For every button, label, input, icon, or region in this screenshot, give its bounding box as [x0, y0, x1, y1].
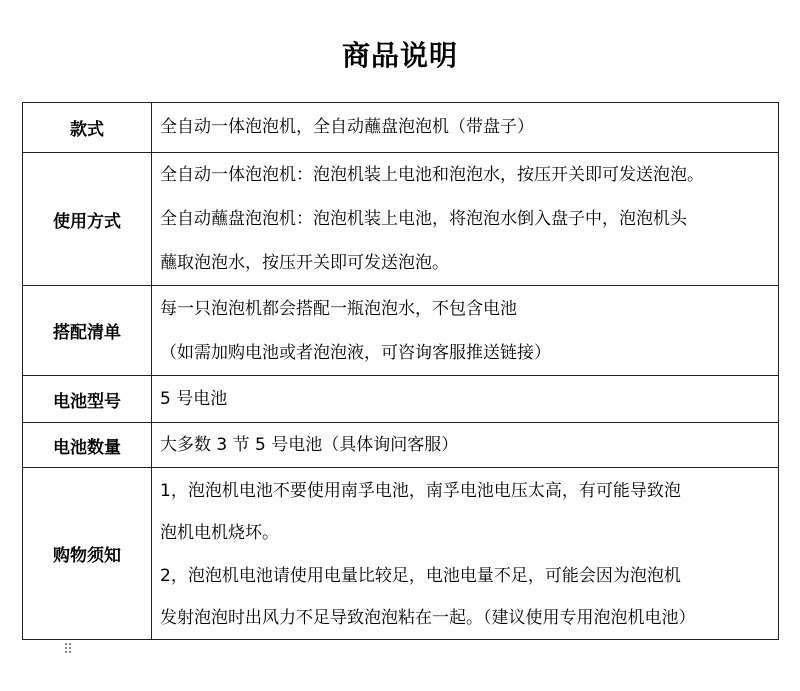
- page-title: 商品说明: [341, 39, 458, 72]
- table-row: [23, 286, 779, 376]
- value-line: 2，泡泡机电池请使用电量比较足，电池电量不足，可能会因为泡泡机: [160, 565, 681, 586]
- row-label: 搭配清单: [23, 286, 152, 376]
- table-row: [23, 376, 779, 423]
- spec-table: [22, 102, 779, 640]
- value-line: 全自动一体泡泡机，全自动蘸盘泡泡机（带盘子）: [160, 117, 534, 137]
- value-line: 发射泡泡时出风力不足导致泡泡粘在一起。（建议使用专用泡泡机电池）: [160, 607, 696, 628]
- value-line: 大多数 3 节 5 号电池（具体询问客服）: [160, 434, 459, 455]
- drag-handle-icon[interactable]: ⠿: [63, 642, 72, 658]
- row-value: [152, 468, 779, 640]
- table-row: [23, 468, 779, 640]
- value-line: 泡机电机烧坏。: [160, 522, 279, 543]
- table-row: [23, 103, 779, 153]
- value-line: （如需加购电池或者泡泡液，可咨询客服推送链接）: [160, 342, 551, 363]
- row-label: 电池数量: [23, 423, 152, 468]
- row-label: 款式: [23, 103, 152, 153]
- value-line: 蘸取泡泡水，按压开关即可发送泡泡。: [160, 253, 449, 273]
- row-value: [152, 423, 779, 468]
- row-label: 使用方式: [23, 153, 152, 286]
- table-row: [23, 153, 779, 286]
- row-value: [152, 153, 779, 286]
- value-line: 1，泡泡机电池不要使用南孚电池，南孚电池电压太高，有可能导致泡: [160, 480, 681, 501]
- value-line: 5 号电池: [160, 388, 228, 409]
- value-line: 每一只泡泡机都会搭配一瓶泡泡水，不包含电池: [160, 298, 517, 319]
- row-value: [152, 286, 779, 376]
- row-label: 购物须知: [23, 468, 152, 640]
- value-line: 全自动一体泡泡机：泡泡机装上电池和泡泡水，按压开关即可发送泡泡。: [160, 165, 704, 185]
- row-value: [152, 376, 779, 423]
- value-line: 全自动蘸盘泡泡机：泡泡机装上电池，将泡泡水倒入盘子中，泡泡机头: [160, 209, 687, 229]
- row-value: [152, 103, 779, 153]
- row-label: 电池型号: [23, 376, 152, 423]
- table-row: [23, 423, 779, 468]
